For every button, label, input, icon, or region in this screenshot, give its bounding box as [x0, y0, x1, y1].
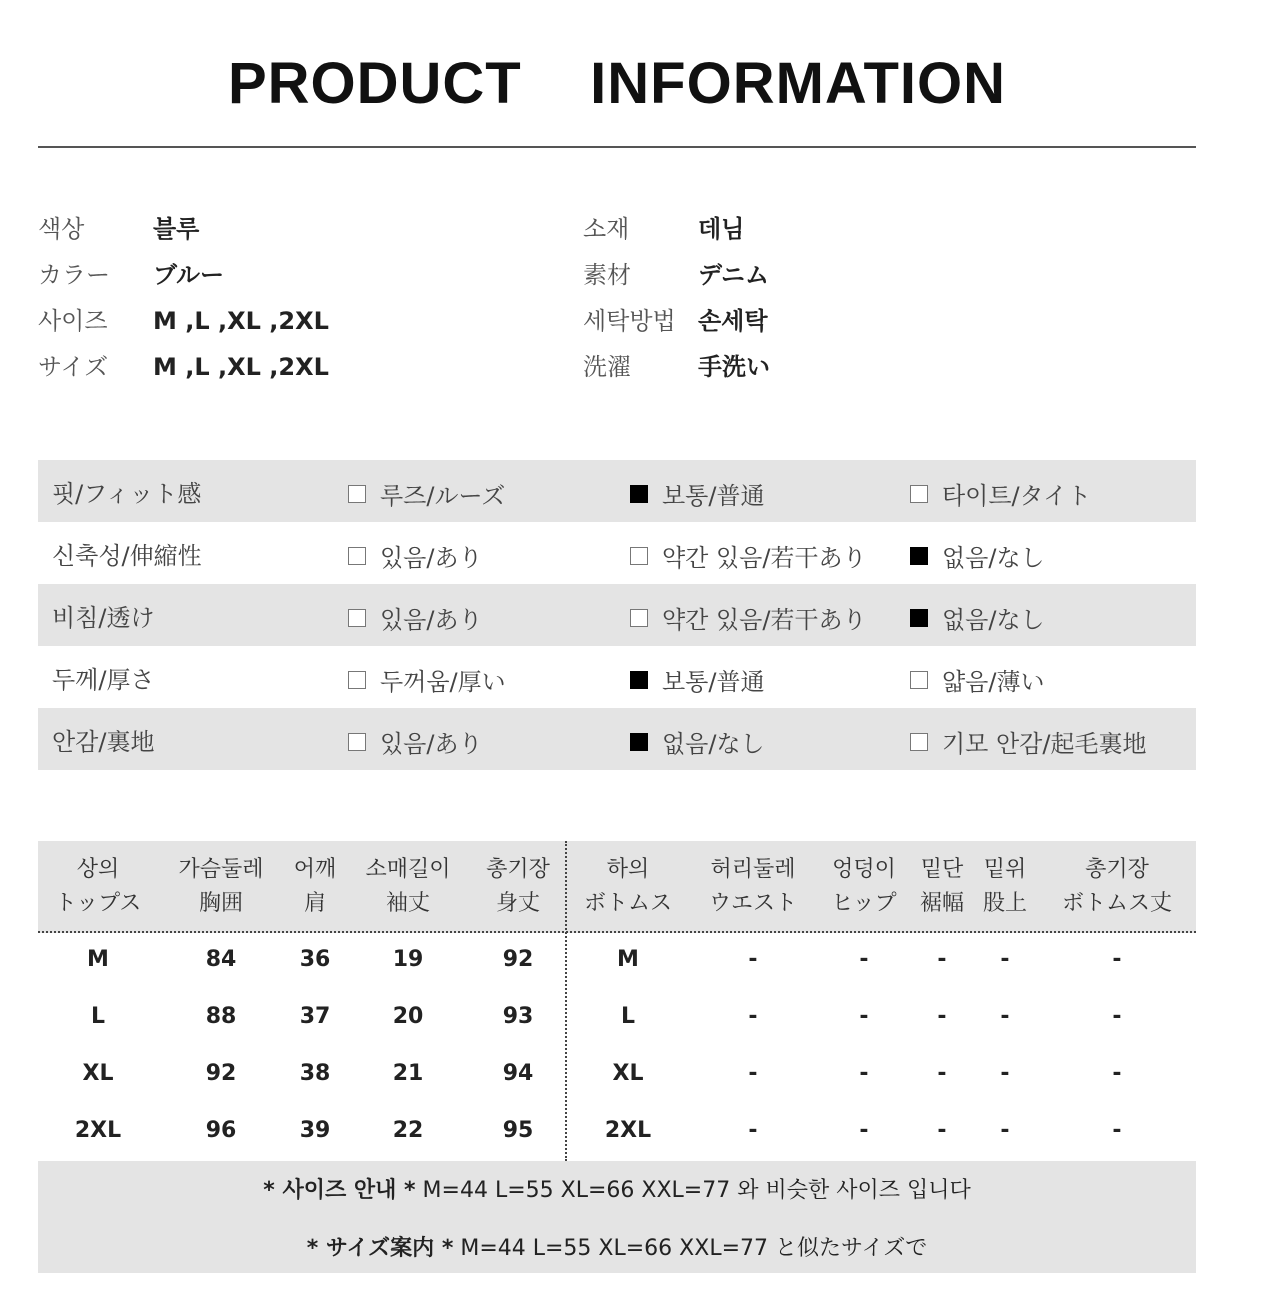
- size-cell: 95: [502, 1118, 534, 1143]
- info-label: 素材: [583, 261, 631, 289]
- unchecked-box-icon: [348, 609, 366, 627]
- size-cell: 38: [299, 1061, 331, 1086]
- size-header-cell: [166, 853, 276, 921]
- size-header-cell: [975, 853, 1035, 921]
- header-ja: 胸囲: [198, 891, 243, 916]
- size-guide-line: [38, 1173, 1196, 1204]
- size-cell: -: [1000, 1118, 1010, 1143]
- size-cell: -: [859, 1004, 869, 1029]
- size-cell: M: [617, 947, 639, 972]
- size-header-cell: [814, 853, 914, 921]
- size-cell: -: [1112, 947, 1122, 972]
- fit-row: [38, 522, 1196, 584]
- unchecked-box-icon: [630, 547, 648, 565]
- fit-option: [630, 476, 764, 511]
- size-cell: 96: [205, 1118, 237, 1143]
- size-cell: XL: [612, 1061, 644, 1086]
- header-ja: ボトムス: [583, 891, 672, 916]
- size-cell: 92: [502, 947, 534, 972]
- fit-option-label: 없음/なし: [942, 544, 1045, 572]
- fit-row: [38, 460, 1196, 522]
- fit-row: [38, 708, 1196, 770]
- checked-box-icon: [630, 733, 648, 751]
- unchecked-box-icon: [910, 485, 928, 503]
- info-value: 데님: [698, 215, 745, 243]
- size-guide-note: [38, 1161, 1196, 1273]
- fit-option: [910, 662, 1044, 697]
- page-title: PRODUCT INFORMATION: [227, 51, 1007, 116]
- checked-box-icon: [630, 671, 648, 689]
- fit-option-label: 얇음/薄い: [942, 668, 1045, 696]
- size-cell: 88: [205, 1004, 237, 1029]
- unchecked-box-icon: [910, 671, 928, 689]
- size-cell: 19: [392, 947, 424, 972]
- info-value: M ,L ,XL ,2XL: [153, 353, 329, 381]
- size-header-cell: [907, 853, 977, 921]
- size-cell: -: [937, 1004, 947, 1029]
- size-guide-prefix: * サイズ案内 *: [306, 1236, 454, 1261]
- header-ko: 상의: [76, 857, 120, 882]
- info-label: 소재: [583, 215, 630, 243]
- header-ko: 하의: [606, 857, 650, 882]
- size-header-cell: [573, 853, 683, 921]
- size-cell: 22: [392, 1118, 424, 1143]
- header-ja: トップス: [54, 891, 142, 916]
- header-ko: 엉덩이: [832, 857, 896, 882]
- size-cell: 84: [205, 947, 237, 972]
- header-ja: ヒップ: [831, 891, 897, 916]
- size-guide-text: M=44 L=55 XL=66 XXL=77 와 비슷한 사이즈 입니다: [422, 1178, 971, 1203]
- header-ja: 袖丈: [385, 891, 430, 916]
- info-label: サイズ: [38, 353, 109, 381]
- size-cell: 21: [392, 1061, 424, 1086]
- size-table: [38, 841, 1196, 1161]
- info-value: 手洗い: [698, 353, 770, 381]
- size-cell: 2XL: [604, 1118, 652, 1143]
- unchecked-box-icon: [348, 733, 366, 751]
- size-cell: -: [859, 947, 869, 972]
- unchecked-box-icon: [348, 671, 366, 689]
- size-cell: XL: [82, 1061, 114, 1086]
- size-cell: -: [937, 1061, 947, 1086]
- fit-option: [348, 600, 482, 635]
- fit-option: [910, 600, 1044, 635]
- size-header-cell: [1042, 853, 1192, 921]
- fit-option: [348, 538, 482, 573]
- header-ja: ウエスト: [708, 891, 797, 916]
- title-divider: [38, 146, 1196, 148]
- size-header-cell: [468, 853, 568, 921]
- header-ja: 股上: [982, 891, 1027, 916]
- size-cell: -: [1000, 1061, 1010, 1086]
- unchecked-box-icon: [348, 485, 366, 503]
- size-cell: L: [620, 1004, 636, 1029]
- size-cell: 94: [502, 1061, 534, 1086]
- size-guide-text: M=44 L=55 XL=66 XXL=77 と似たサイズで: [460, 1236, 928, 1261]
- info-value: M ,L ,XL ,2XL: [153, 307, 329, 335]
- size-cell: -: [1000, 1004, 1010, 1029]
- header-ja: 肩: [303, 891, 326, 916]
- size-cell: -: [1112, 1004, 1122, 1029]
- header-ko: 허리둘레: [710, 857, 796, 882]
- checked-box-icon: [910, 547, 928, 565]
- fit-row-label: 안감/裏地: [52, 728, 155, 756]
- fit-option-label: 보통/普通: [662, 668, 765, 696]
- fit-option-label: 두꺼움/厚い: [380, 668, 506, 696]
- size-cell: M: [87, 947, 109, 972]
- size-cell: -: [1112, 1061, 1122, 1086]
- size-cell: -: [1112, 1118, 1122, 1143]
- size-cell: -: [859, 1118, 869, 1143]
- info-label: 사이즈: [38, 307, 108, 335]
- info-label: 색상: [38, 215, 85, 243]
- fit-option: [630, 724, 764, 759]
- basic-info: [38, 208, 1196, 398]
- size-cell: 37: [299, 1004, 331, 1029]
- fit-option-label: 없음/なし: [662, 730, 765, 758]
- size-cell: -: [937, 947, 947, 972]
- unchecked-box-icon: [348, 547, 366, 565]
- fit-row-label: 비침/透け: [52, 604, 155, 632]
- header-ko: 밑위: [983, 857, 1027, 882]
- info-label: 세탁방법: [583, 307, 676, 335]
- fit-option: [630, 662, 764, 697]
- size-cell: -: [1000, 947, 1010, 972]
- fit-option-label: 있음/あり: [380, 544, 483, 572]
- header-ko: 가슴둘레: [178, 857, 264, 882]
- header-ja: 身丈: [495, 891, 540, 916]
- unchecked-box-icon: [630, 609, 648, 627]
- unchecked-box-icon: [910, 733, 928, 751]
- size-header-cell: [280, 853, 350, 921]
- fit-row: [38, 584, 1196, 646]
- info-value: デニム: [698, 261, 770, 289]
- checked-box-icon: [910, 609, 928, 627]
- size-cell: -: [748, 947, 758, 972]
- fit-option-label: 기모 안감/起毛裏地: [942, 730, 1147, 758]
- size-guide-line: [38, 1231, 1196, 1262]
- fit-option: [910, 724, 1146, 759]
- info-label: カラー: [38, 261, 110, 289]
- size-cell: -: [748, 1004, 758, 1029]
- size-header-cell: [693, 853, 813, 921]
- fit-option: [910, 538, 1044, 573]
- size-cell: 2XL: [74, 1118, 122, 1143]
- size-cell: 39: [299, 1118, 331, 1143]
- fit-row-label: 핏/フィット感: [52, 480, 202, 508]
- info-label: 洗濯: [583, 353, 631, 381]
- fit-row-label: 신축성/伸縮性: [52, 542, 202, 570]
- fit-option-label: 약간 있음/若干あり: [662, 544, 867, 572]
- size-header-cell: [38, 853, 158, 921]
- fit-option-label: 있음/あり: [380, 730, 483, 758]
- fit-option: [630, 538, 866, 573]
- header-ko: 밑단: [920, 857, 964, 882]
- fit-option: [348, 724, 482, 759]
- header-ko: 총기장: [1085, 857, 1149, 882]
- size-cell: -: [748, 1061, 758, 1086]
- fit-option-label: 루즈/ルーズ: [380, 482, 506, 510]
- info-value: 블루: [153, 215, 200, 243]
- header-ko: 총기장: [486, 857, 550, 882]
- fit-row-label: 두께/厚さ: [52, 666, 155, 694]
- size-cell: L: [90, 1004, 106, 1029]
- size-cell: -: [748, 1118, 758, 1143]
- fit-option-label: 보통/普通: [662, 482, 765, 510]
- size-cell: -: [937, 1118, 947, 1143]
- header-ko: 소매길이: [365, 857, 451, 882]
- fit-table: [38, 460, 1196, 770]
- info-value: 손세탁: [698, 307, 768, 335]
- fit-option: [348, 476, 505, 511]
- fit-option: [630, 600, 866, 635]
- fit-option: [910, 476, 1091, 511]
- fit-option: [348, 662, 506, 697]
- size-cell: 36: [299, 947, 331, 972]
- fit-option-label: 없음/なし: [942, 606, 1045, 634]
- size-cell: 92: [205, 1061, 237, 1086]
- size-cell: -: [859, 1061, 869, 1086]
- fit-option-label: 있음/あり: [380, 606, 483, 634]
- size-cell: 93: [502, 1004, 534, 1029]
- size-header-cell: [353, 853, 463, 921]
- header-ko: 어깨: [293, 857, 337, 882]
- size-cell: 20: [392, 1004, 424, 1029]
- fit-option-label: 약간 있음/若干あり: [662, 606, 867, 634]
- fit-row: [38, 646, 1196, 708]
- info-value: ブルー: [153, 261, 225, 289]
- header-ja: 裾幅: [919, 891, 964, 916]
- size-guide-prefix: * 사이즈 안내 *: [263, 1178, 416, 1203]
- header-ja: ボトムス丈: [1061, 891, 1172, 916]
- checked-box-icon: [630, 485, 648, 503]
- fit-option-label: 타이트/タイト: [942, 482, 1092, 510]
